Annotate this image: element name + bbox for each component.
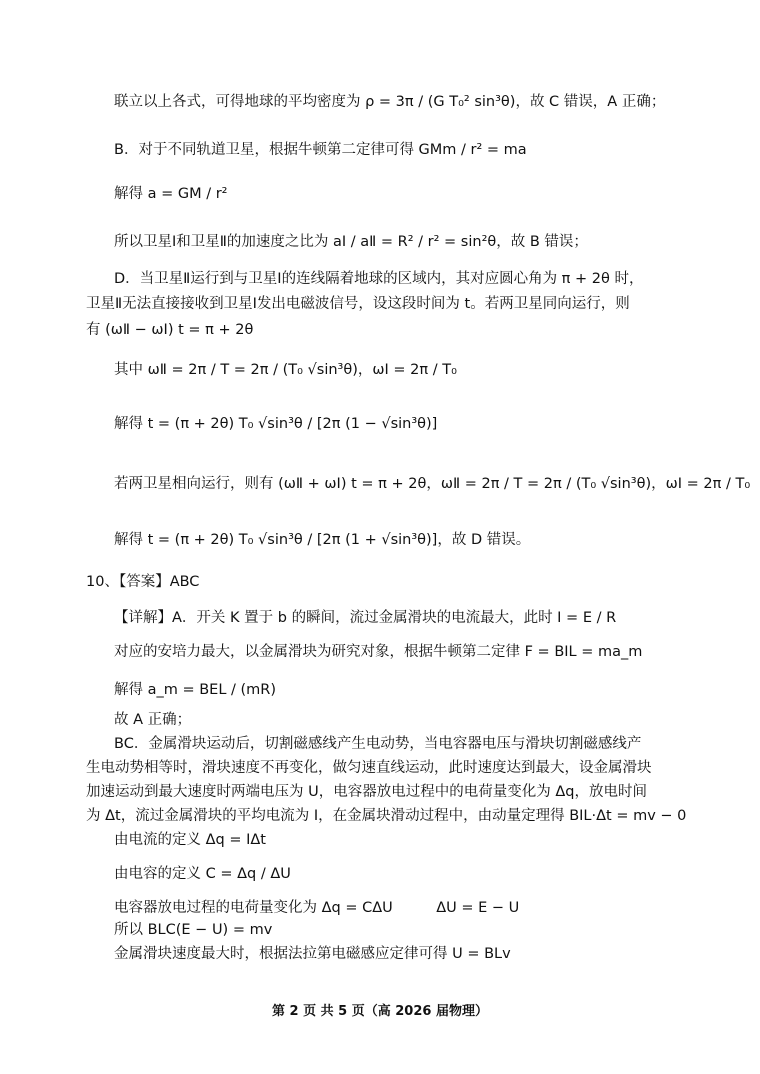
answer-heading: 10、【答案】ABC (86, 574, 200, 590)
text-line: 有 (ωⅡ − ωⅠ) t = π + 2θ (86, 322, 254, 338)
text-line: 所以卫星Ⅰ和卫星Ⅱ的加速度之比为 aⅠ / aⅡ = R² / r² = sin²θ，故 B 错误； (114, 234, 588, 250)
text-line: 其中 ωⅡ = 2π / T = 2π / (T₀ √sin³θ)，ωⅠ = 2π / T₀ (114, 362, 457, 378)
text-line: B．对于不同轨道卫星，根据牛顿第二定律可得 GMm / r² = ma (114, 142, 527, 158)
text-line: 解得 t = (π + 2θ) T₀ √sin³θ / [2π (1 + √sin³θ)]，故 D 错误。 (114, 532, 531, 548)
text-line: 为 Δt，流过金属滑块的平均电流为 I，在金属块滑动过程中，由动量定理得 BIL·Δt = mv − 0 (86, 808, 687, 824)
text-line: 金属滑块速度最大时，根据法拉第电磁感应定律可得 U = BLv (114, 946, 511, 962)
text-line: D．当卫星Ⅱ运行到与卫星Ⅰ的连线隔着地球的区域内，其对应圆心角为 π + 2θ 时， (114, 271, 644, 287)
page-footer: 第 2 页 共 5 页（高 2026 届物理） (272, 1004, 488, 1019)
text-line: 加速运动到最大速度时两端电压为 U，电容器放电过程中的电荷量变化为 Δq，放电时间 (86, 784, 647, 800)
text-line: 联立以上各式，可得地球的平均密度为 ρ = 3π / (G T₀² sin³θ)，故 C 错误，A 正确； (114, 94, 666, 110)
text-line: BC．金属滑块运动后，切割磁感线产生电动势，当电容器电压与滑块切割磁感线产 (114, 736, 642, 752)
text-line: 电容器放电过程的电荷量变化为 Δq = CΔU ΔU = E − U (114, 900, 520, 916)
text-line: 解得 t = (π + 2θ) T₀ √sin³θ / [2π (1 − √sin³θ)] (114, 416, 438, 432)
text-line: 若两卫星相向运行，则有 (ωⅡ + ωⅠ) t = π + 2θ，ωⅡ = 2π / T = 2π / (T₀ √sin³θ)，ωⅠ = 2π / T₀ (114, 476, 751, 492)
text-line: 所以 BLC(E − U) = mv (114, 922, 273, 938)
text-line: 卫星Ⅱ无法直接接收到卫星Ⅰ发出电磁波信号，设这段时间为 t。若两卫星同向运行，则 (86, 296, 630, 312)
text-line: 【详解】A．开关 K 置于 b 的瞬间，流过金属滑块的电流最大，此时 I = E / R (114, 610, 617, 626)
text-line: 故 A 正确； (114, 712, 192, 728)
text-line: 解得 a_m = BEL / (mR) (114, 682, 277, 698)
text-line: 由电流的定义 Δq = IΔt (114, 832, 266, 848)
text-line: 解得 a = GM / r² (114, 186, 228, 202)
text-line: 生电动势相等时，滑块速度不再变化，做匀速直线运动，此时速度达到最大，设金属滑块 (86, 760, 652, 776)
text-line: 由电容的定义 C = Δq / ΔU (114, 866, 291, 882)
text-line: 对应的安培力最大，以金属滑块为研究对象，根据牛顿第二定律 F = BIL = ma_m (114, 644, 643, 660)
